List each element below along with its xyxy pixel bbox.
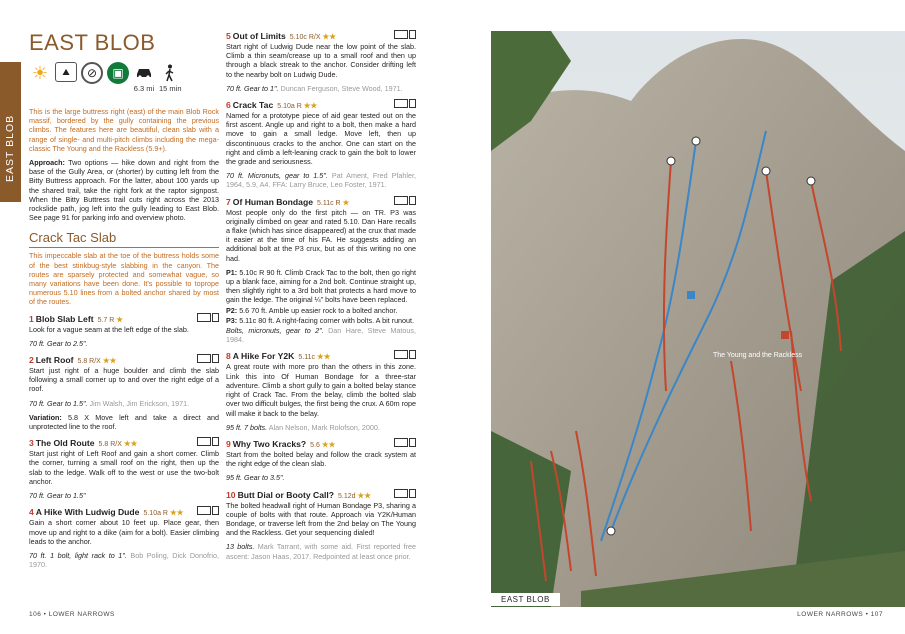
bus-icon: ▣: [107, 62, 129, 84]
route-3: 3 The Old Route 5.8 R/X ★★ Start just right of Left Roof and gain a short corner. Climb the corner, turning a small roof on the right, then up the slab to the ledge. Walk off to the west or use the two-bolt anchor. 70 ft. Gear to 1.5": [29, 438, 219, 501]
section-rule: [29, 247, 219, 248]
section-title: Crack Tac Slab: [29, 230, 117, 246]
drive-distance: 6.3 mi: [133, 84, 155, 93]
section-intro: This impeccable slab at the toe of the buttress holds some of the best stinkbug-style slabbing in the canyon. The routes are sparsely protected and somewhat vague, so many variations have been done. It's possible to toprope numerous 5.10 lines from a bolted anchor shared by most of the routes.: [29, 251, 219, 307]
middle-column: [226, 30, 416, 566]
route-1: 1 Blob Slab Left 5.7 R ★ Look for a vague seam at the left edge of the slab. 70 ft. Gear to 2.5".: [29, 313, 219, 348]
footer-left: 106 • LOWER NARROWS: [29, 611, 115, 618]
route-6: 6 Crack Tac 5.10a R ★★ Named for a prototype piece of aid gear tested out on the first ascent. Angle up and right to a bolt, then make a hard move to gain a small ledge. Move left, then up discontinuous cracks to the anchor. One can start on the right and climb a left-leaning crack to gain the bolt to lower the grade and seriousness. 70 ft. Micronuts, gear to 1.5". Pat Ament, Fred Pfahler, 1964, 5.9, A4. FFA: Larry Bruce, Leo Foster, 1971.: [226, 100, 416, 190]
car-icon: [133, 62, 155, 84]
sun-icon: ☀: [31, 62, 49, 83]
route-9: 9 Why Two Kracks? 5.6 ★★ Start from the bolted belay and follow the crack system at the right edge of the clean slab. 95 ft. Gear to 3.5".: [226, 438, 416, 483]
route-5: 5 Out of Limits 5.10c R/X ★★ Start right of Ludwig Dude near the low point of the slab. Climb a thin seam/crease up to a small roof and then up through a black streak to the anchor. Consider drifting left to the nearby bolt on Ludwig Dude. 70 ft. Gear to 1". Duncan Ferguson, Steve Wood, 1971.: [226, 31, 416, 93]
side-tab: [0, 62, 21, 202]
car-icon-group: [133, 62, 155, 93]
route-2: 2 Left Roof 5.8 R/X ★★ Start just right of a huge boulder and climb the slab following a small corner up to and over the right edge of a roof. 70 ft. Gear to 1.5". Jim Walsh, Jim Erickson, 1971. Variation: 5.8 X Move left and take a direct and unprotected line to the roof.: [29, 355, 219, 432]
side-tab-label: EAST BLOB: [4, 114, 16, 182]
left-column: [29, 30, 219, 574]
approach-text: Approach: Two options — hike down and right from the base of the Gully Area, or (shorter) by cutting left from the Bitty Buttress approach. For the latter, about 100 yards up the shared trail, take the right fork at the raptor signpost. When the Bitty Buttress trail cuts right across the 2013 rockslide path, jog left into the gully leading to East Blob. See page 91 for parking info and overview photo.: [29, 158, 219, 223]
photo-icon: ⛰: [55, 62, 77, 82]
icon-bar: [29, 62, 219, 93]
photo-label: EAST BLOB: [491, 593, 560, 606]
hiker-icon-group: [159, 62, 182, 93]
route-8: 8 A Hike For Y2K 5.11c ★★ A great route with more pro than the others in this zone. Link this into Of Human Bondage for a three-star adventure. Climb a short gully to gain a bolted belay stance right of Crack Tac. From the belay, climb the bolted slab over two difficult bulges, the first being the crux. A 60m rope will make it back to the belay. 95 ft. 7 bolts. Alan Nelson, Mark Rolofson, 2000.: [226, 351, 416, 432]
footer-right: LOWER NARROWS • 107: [797, 611, 883, 618]
route-annotation: The Young and the Rackless: [713, 352, 803, 359]
route-4: 4 A Hike With Ludwig Dude 5.10a R ★★ Gain a short corner about 10 feet up. Place gear, then move up and right to a dike (aim for a bolt). Easier climbing leads to the anchor. 70 ft. 1 bolt, light rack to 1". Bob Poling, Dick Donofrio, 1970.: [29, 507, 220, 570]
page-title: EAST BLOB: [29, 30, 156, 55]
hike-time: 15 min: [159, 84, 182, 93]
route-10: 10 Butt Dial or Booty Call? 5.12d ★★ The bolted headwall right of Human Bondage P3, sharing a couple of bolts with that route. Approach via Y2K/Human Bondage, or traverse left from the 2nd belay on The Young and the Rackless. Get your sequencing dialed! 13 bolts. Mark Tarrant, with some aid. First reported free ascent: Jason Haas, 2017. Redpointed at least once prior.: [226, 489, 417, 561]
intro-text: This is the large buttress right (east) of the main Blob Rock massif, bordered by the gully containing the previous climbs. The features here are beautiful, clean slab with a range of single- and multi-pitch climbs including the mega-classic The Young and the Rackless (5.9+).: [29, 107, 219, 153]
route-7: 7 Of Human Bondage 5.11c R ★ Most people only do the first pitch — on TR. P3 was originally climbed on gear and rated 5.10. Dan Hare recalls a flake (which has since disappeared) at the crux that made it easier at the time of his FA. He suggests adding an additional bolt at the P3 crux, but as of this writing no one had. P1: 5.10c R 90 ft. Climb Crack Tac to the bolt, then go right up a blank face, aiming for a 2nd bolt. Continue straight up, then slightly right to a 3rd bolt that protects a hard move to gain the ledge. The original ¼" bolts have been replaced. P2: 5.6 70 ft. Amble up easier rock to a bolted anchor. P3: 5.11c 80 ft. A right-facing corner with bolts. A bit runout. Bolts, micronuts, gear to 2". Dan Hare, Steve Matous, 1984.: [226, 196, 417, 345]
no-dogs-icon: ⊘: [81, 62, 103, 84]
hiker-icon: [159, 62, 181, 84]
crag-photo: [491, 31, 905, 607]
